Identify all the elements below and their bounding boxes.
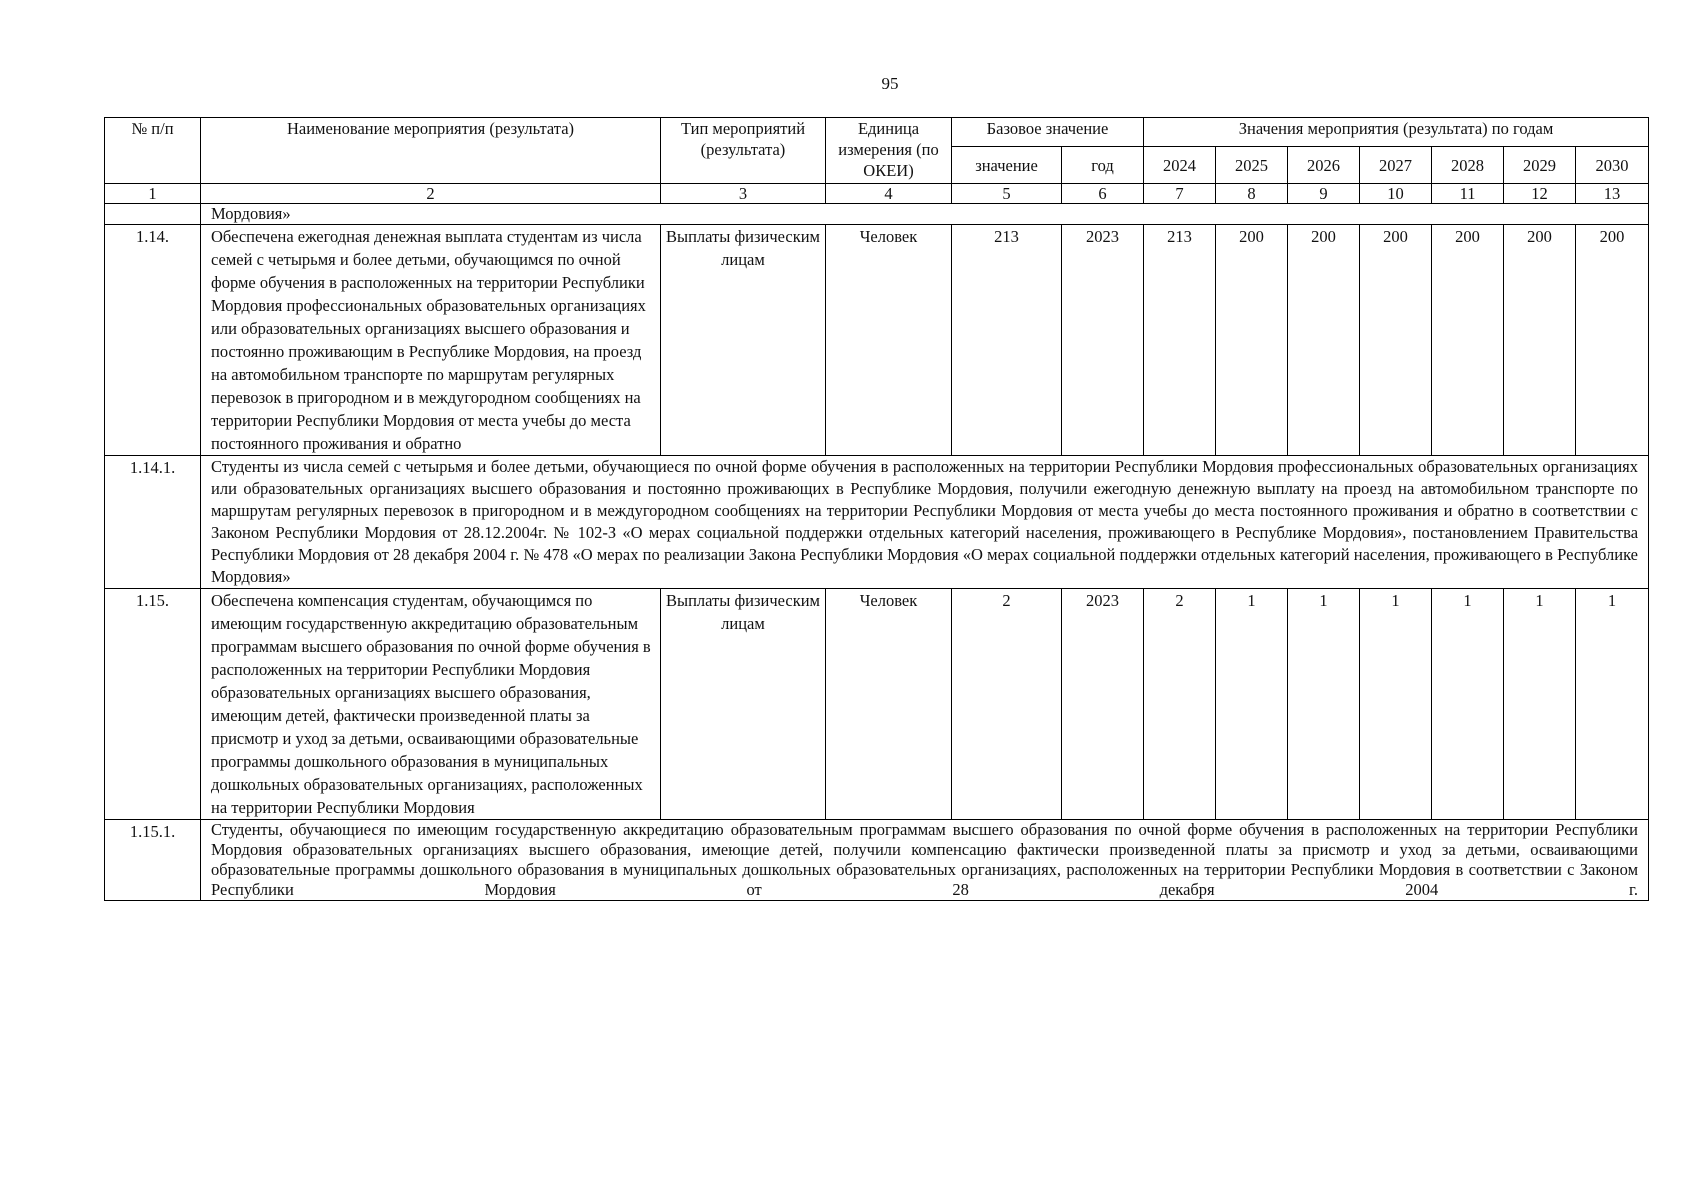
empty-cell xyxy=(105,204,201,225)
row-value: 200 xyxy=(1504,225,1576,456)
header-unit: Единица измерения (по ОКЕИ) xyxy=(826,118,952,184)
row-value: 1 xyxy=(1576,589,1649,820)
row-base-value: 2 xyxy=(952,589,1062,820)
header-year: 2030 xyxy=(1576,147,1649,184)
row-name: Обеспечена компенсация студентам, обучающимся по имеющим государственную аккредитацию образовательным программам высшего образования по очной форме обучения в расположенных на территории Республики Мордовия образовательных организациях высшего образования, имеющим детей, фактически произведенной платы за присмотр и уход за детьми, осваивающими образовательные программы дошкольного образования в муниципальных дошкольных образовательных организациях, расположенных на территории Республики Мордовия xyxy=(201,589,661,820)
row-base-year: 2023 xyxy=(1062,225,1144,456)
row-value: 200 xyxy=(1216,225,1288,456)
column-number: 8 xyxy=(1216,184,1288,204)
column-number: 10 xyxy=(1360,184,1432,204)
page-number: 95 xyxy=(881,74,899,93)
row-value: 2 xyxy=(1144,589,1216,820)
header-type: Тип мероприятий (результата) xyxy=(661,118,826,184)
row-value: 1 xyxy=(1504,589,1576,820)
description-text: Студенты, обучающиеся по имеющим государственную аккредитацию образовательным программам высшего образования по очной форме обучения в расположенных на территории Республики Мордовия образовательных организациях высшего образования, имеющие детей, получили компенсацию фактически произведенной платы за присмотр и уход за детьми, осваивающими образовательные программы дошкольного образования в муниципальных дошкольных образовательных организациях, расположенных на территории Республики Мордовия в соответствии с Законом Республики Мордовия от 28 декабря 2004 г. xyxy=(201,820,1649,901)
row-value: 200 xyxy=(1432,225,1504,456)
header-base: Базовое значение xyxy=(952,118,1144,147)
description-text: Студенты из числа семей с четырьмя и более детьми, обучающиеся по очной форме обучения в расположенных на территории Республики Мордовия профессиональных образовательных организациях или образовательных организациях высшего образования и постоянно проживающих в Республике Мордовия, получили ежегодную денежную выплату на проезд на автомобильном транспорте по маршрутам регулярных перевозок в пригородном и в междугородном сообщениях на территории Республики Мордовия от места учебы до места постоянного проживания и обратно в соответствии с Законом Республики Мордовия от 28.12.2004г. № 102-З «О мерах социальной поддержки отдельных категорий населения, проживающего в Республике Мордовия», постановлением Правительства Республики Мордовия от 28 декабря 2004 г. № 478 «О мерах по реализации Закона Республики Мордовия «О мерах социальной поддержки отдельных категорий населения, проживающего в Республике Мордовия» xyxy=(201,456,1649,589)
header-year: 2029 xyxy=(1504,147,1576,184)
row-value: 200 xyxy=(1576,225,1649,456)
column-number: 7 xyxy=(1144,184,1216,204)
column-number: 4 xyxy=(826,184,952,204)
row-value: 200 xyxy=(1288,225,1360,456)
row-value: 1 xyxy=(1360,589,1432,820)
description-num: 1.14.1. xyxy=(105,456,201,589)
header-base-year: год xyxy=(1062,147,1144,184)
row-value: 1 xyxy=(1432,589,1504,820)
carry-over-text: Мордовия» xyxy=(201,204,1649,225)
carry-over-row xyxy=(105,204,1649,225)
row-unit: Человек xyxy=(826,589,952,820)
row-unit: Человек xyxy=(826,225,952,456)
header-row-1 xyxy=(105,118,1649,147)
row-value: 1 xyxy=(1216,589,1288,820)
header-num: № п/п xyxy=(105,118,201,184)
header-name: Наименование мероприятия (результата) xyxy=(201,118,661,184)
row-num: 1.15. xyxy=(105,589,201,820)
row-type: Выплаты физическим лицам xyxy=(661,225,826,456)
header-year: 2027 xyxy=(1360,147,1432,184)
header-year: 2026 xyxy=(1288,147,1360,184)
header-base-value: значение xyxy=(952,147,1062,184)
row-base-value: 213 xyxy=(952,225,1062,456)
results-table xyxy=(104,117,1648,901)
row-value: 1 xyxy=(1288,589,1360,820)
column-number: 9 xyxy=(1288,184,1360,204)
column-number: 3 xyxy=(661,184,826,204)
header-year: 2025 xyxy=(1216,147,1288,184)
row-value: 200 xyxy=(1360,225,1432,456)
column-number: 6 xyxy=(1062,184,1144,204)
description-num: 1.15.1. xyxy=(105,820,201,901)
row-num: 1.14. xyxy=(105,225,201,456)
description-row xyxy=(105,820,1649,901)
row-value: 213 xyxy=(1144,225,1216,456)
column-number: 2 xyxy=(201,184,661,204)
column-number: 12 xyxy=(1504,184,1576,204)
column-number: 5 xyxy=(952,184,1062,204)
table-row xyxy=(105,225,1649,456)
header-year: 2024 xyxy=(1144,147,1216,184)
row-name: Обеспечена ежегодная денежная выплата студентам из числа семей с четырьмя и более детьми, обучающимся по очной форме обучения в расположенных на территории Республики Мордовия профессиональных образовательных организациях или образовательных организациях высшего образования и постоянно проживающим в Республике Мордовия, на проезд на автомобильном транспорте по маршрутам регулярных перевозок в пригородном и в междугородном сообщениях на территории Республики Мордовия от места учебы до места постоянного проживания и обратно xyxy=(201,225,661,456)
table-row xyxy=(105,589,1649,820)
header-years: Значения мероприятия (результата) по годам xyxy=(1144,118,1649,147)
row-base-year: 2023 xyxy=(1062,589,1144,820)
column-number: 13 xyxy=(1576,184,1649,204)
description-row xyxy=(105,456,1649,589)
column-number-row xyxy=(105,184,1649,204)
column-number: 11 xyxy=(1432,184,1504,204)
header-year: 2028 xyxy=(1432,147,1504,184)
column-number: 1 xyxy=(105,184,201,204)
row-type: Выплаты физическим лицам xyxy=(661,589,826,820)
